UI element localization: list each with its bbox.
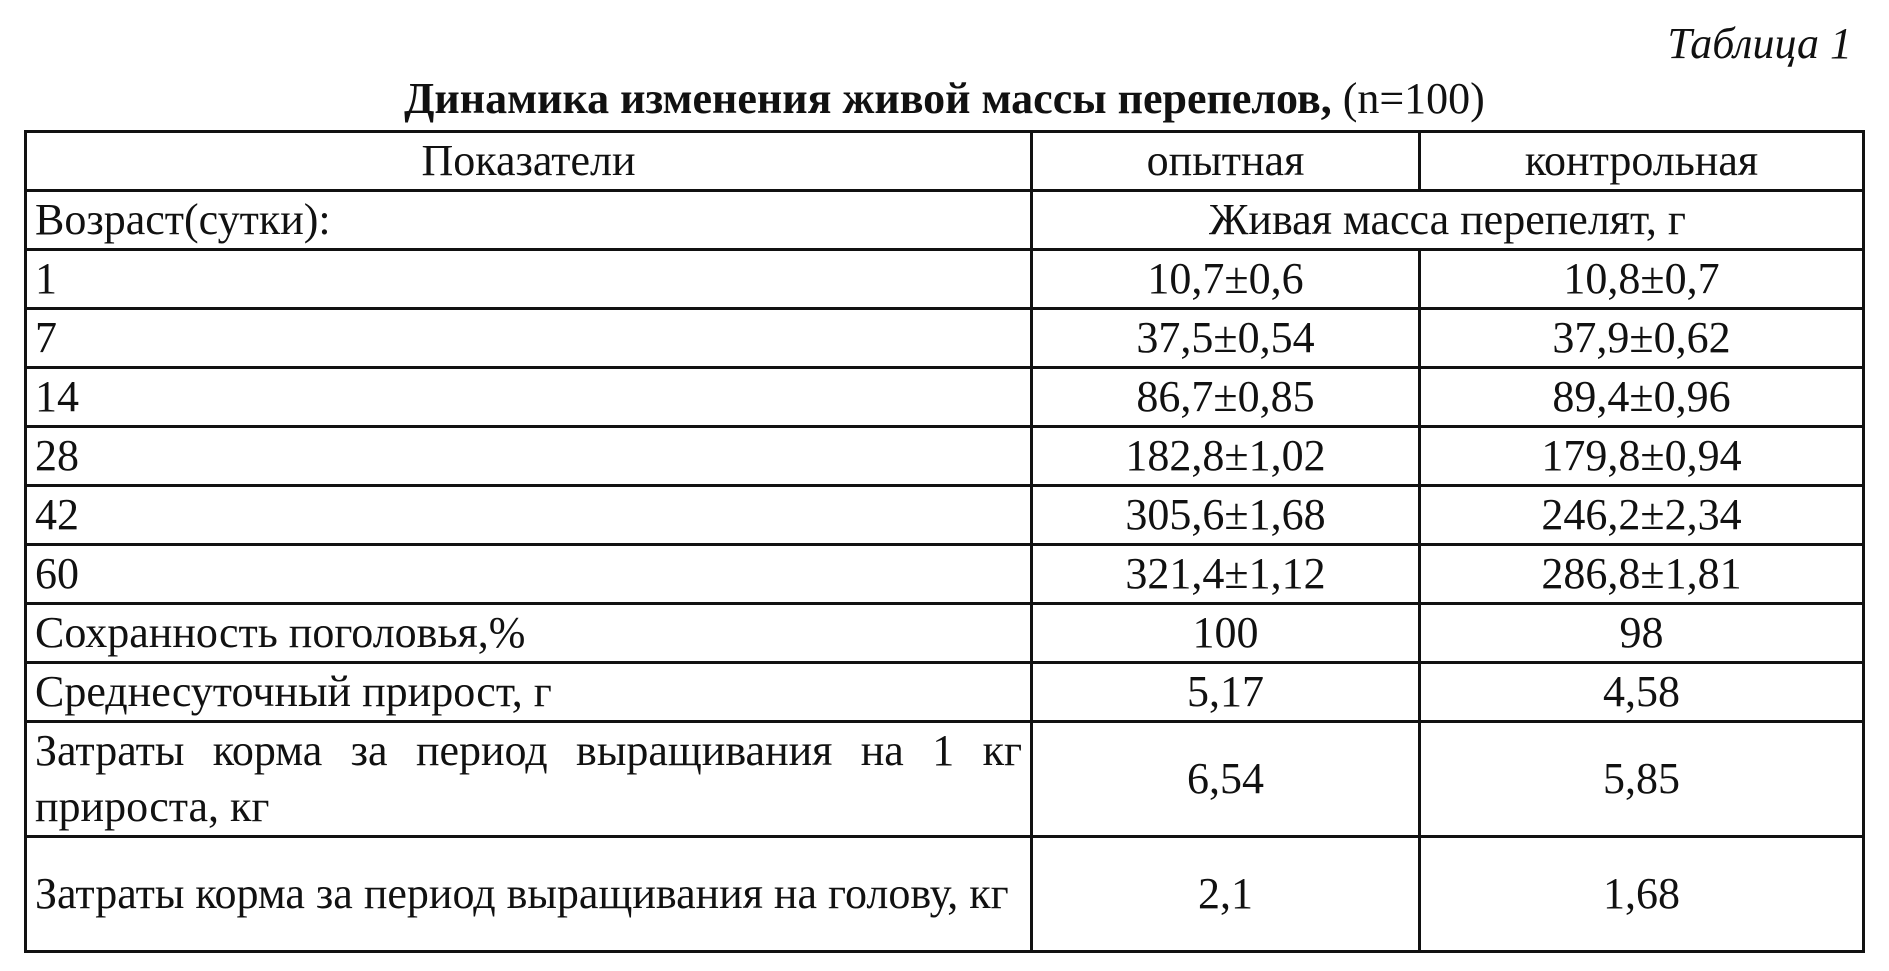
indicator-label-cell: Затраты корма за период выращивания на голову, кг [26,837,1032,952]
experimental-value-cell: 321,4±1,12 [1032,545,1420,604]
experimental-value-cell: 37,5±0,54 [1032,309,1420,368]
table-row [26,604,1864,663]
age-cell: 1 [26,250,1032,309]
table-row [26,309,1864,368]
header-control: контрольная [1420,132,1864,191]
table-row [26,250,1864,309]
indicator-label-cell: Среднесуточный прирост, г [26,663,1032,722]
table-row [26,427,1864,486]
age-cell: 42 [26,486,1032,545]
table-row [26,663,1864,722]
table-number-label: Таблица 1 [1667,19,1852,68]
indicator-label-cell: Сохранность поголовья,% [26,604,1032,663]
age-cell: 14 [26,368,1032,427]
experimental-value-cell: 5,17 [1032,663,1420,722]
control-value-cell: 179,8±0,94 [1420,427,1864,486]
control-value-cell: 37,9±0,62 [1420,309,1864,368]
control-value-cell: 286,8±1,81 [1420,545,1864,604]
table-title [0,68,1889,130]
control-value-cell: 10,8±0,7 [1420,250,1864,309]
control-value-cell: 98 [1420,604,1864,663]
live-weight-subheader: Живая масса перепелят, г [1032,191,1864,250]
age-subheader-row [26,191,1864,250]
header-experimental: опытная [1032,132,1420,191]
experimental-value-cell: 86,7±0,85 [1032,368,1420,427]
header-indicators: Показатели [26,132,1032,191]
control-value-cell: 4,58 [1420,663,1864,722]
table-row [26,722,1864,837]
table-row [26,368,1864,427]
table-header-row [26,132,1864,191]
control-value-cell: 1,68 [1420,837,1864,952]
age-cell: 7 [26,309,1032,368]
age-label-cell: Возраст(сутки): [26,191,1032,250]
control-value-cell: 5,85 [1420,722,1864,837]
age-cell: 28 [26,427,1032,486]
indicator-label-cell: Затраты корма за период выращивания на 1 кг прироста, кг [26,722,1032,837]
table-title-sample-size: (n=100) [1342,74,1485,123]
table-row [26,486,1864,545]
experimental-value-cell: 2,1 [1032,837,1420,952]
age-cell: 60 [26,545,1032,604]
table-title-main: Динамика изменения живой массы перепелов, [404,74,1332,123]
table-row [26,837,1864,952]
control-value-cell: 89,4±0,96 [1420,368,1864,427]
quail-weight-table [24,130,1865,953]
experimental-value-cell: 305,6±1,68 [1032,486,1420,545]
table-row [26,545,1864,604]
experimental-value-cell: 100 [1032,604,1420,663]
control-value-cell: 246,2±2,34 [1420,486,1864,545]
experimental-value-cell: 182,8±1,02 [1032,427,1420,486]
experimental-value-cell: 10,7±0,6 [1032,250,1420,309]
experimental-value-cell: 6,54 [1032,722,1420,837]
